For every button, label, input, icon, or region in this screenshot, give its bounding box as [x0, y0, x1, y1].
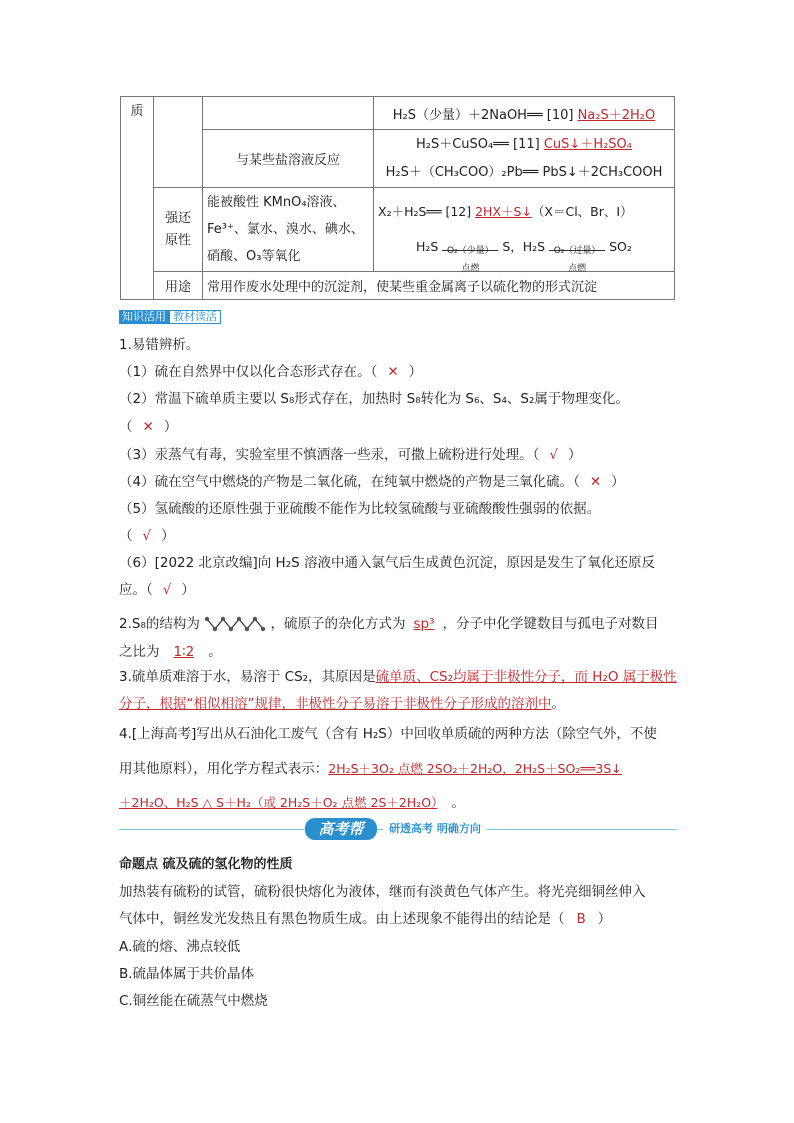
answer-11: CuS↓＋H₂SO₄	[543, 136, 633, 152]
banner-title: 高考帮	[305, 818, 377, 840]
property-table	[120, 96, 675, 300]
tag-knowledge: 知识活用	[119, 310, 169, 324]
oxidation-equations: X₂＋H₂S══ [12] 2HX＋S↓（X＝Cl、Br、I） H₂S O₂（少量） 点燃 S，H₂S O₂（过量） 点燃 SO₂	[374, 188, 675, 272]
q3: 3.硫单质难溶于水，易溶于 CS₂，其原因是硫单质、CS₂均属于非极性分子，而 H₂O 属于极性分子，根据“相似相溶”规律，非极性分子易溶于非极性分子形成的溶剂中。	[119, 669, 677, 712]
q1-item-2b: （ ✕ ）	[119, 419, 178, 435]
q1-item-6b: 应。（ √ ）	[119, 582, 195, 598]
q4-line1: 4.[上海高考]写出从石油化工废气（含有 H₂S）中回收单质硫的两种方法（除空气外，不使	[119, 726, 657, 742]
oxidizer-list: 能被酸性 KMnO₄溶液、Fe³⁺、氯水、溴水、碘水、硝酸、O₃等氧化	[203, 188, 374, 272]
q1-title: 1.易错辨析。	[119, 337, 200, 353]
option-a: A.硫的熔、沸点较低	[119, 939, 241, 955]
q4-answer-2: ＋2H₂O、H₂S △ S＋H₂（或 2H₂S＋O₂ 点燃 2S＋2H₂O）	[119, 795, 438, 810]
q4-answer-1: 2H₂S＋3O₂ 点燃 2SO₂＋2H₂O，2H₂S＋SO₂══3S↓	[328, 761, 622, 776]
q1-item-2: （2）常温下硫单质主要以 S₈形式存在，加热时 S₈转化为 S₆、S₄、S₂属于物理变化。	[119, 391, 629, 407]
question-answer: B	[576, 911, 586, 927]
salt-equations: H₂S＋CuSO₄══ [11] CuS↓＋H₂SO₄ H₂S＋（CH₃COO）₂Pb══ PbS↓＋2CH₃COOH	[374, 130, 675, 188]
q4-line2: 用其他原料），用化学方程式表示：2H₂S＋3O₂ 点燃 2SO₂＋2H₂O，2H₂S＋SO₂══3S↓	[119, 761, 622, 777]
row-label-zhi: 质	[121, 97, 154, 300]
salt-reaction-label: 与某些盐溶液反应	[203, 130, 374, 188]
q2-line1: 2.S₈的结构为 ，硫原子的杂化方式为 sp³ ，分子中化学键数目与孤电子对数目	[119, 616, 659, 632]
q2-answer-ratio: 1∶2	[173, 644, 195, 660]
q1-item-1: （1）硫在自然界中仅以化合态形式存在。（ ✕ ）	[119, 364, 423, 380]
q1-item-4: （4）硫在空气中燃烧的产物是二氧化硫，在纯氧中燃烧的产物是三氧化硫。（ ✕ ）	[119, 474, 625, 490]
q2-line2: 之比为 1∶2 。	[119, 644, 222, 660]
answer-12: 2HX＋S↓	[475, 203, 532, 219]
strong-reducing-label: 强还原性	[154, 188, 203, 272]
use-label: 用途	[154, 272, 203, 300]
q1-item-5b: （ √ ）	[119, 528, 175, 544]
q2-answer-hybrid: sp³	[413, 616, 435, 632]
q1-item-3: （3）汞蒸气有毒，实验室里不慎洒落一些汞，可撒上硫粉进行处理。（ √ ）	[119, 447, 582, 463]
q1-item-5: （5）氢硫酸的还原性强于亚硫酸不能作为比较氢硫酸与亚硫酸酸性强弱的依据。	[119, 501, 601, 517]
gaokao-banner	[119, 818, 677, 842]
option-c: C.铜丝能在硫蒸气中燃烧	[119, 993, 268, 1009]
option-b: B.硫晶体属于共价晶体	[119, 966, 255, 982]
section-tags	[119, 308, 221, 324]
s8-structure-icon	[204, 616, 266, 632]
q4-line3: ＋2H₂O、H₂S △ S＋H₂（或 2H₂S＋O₂ 点燃 2S＋2H₂O） 。	[119, 795, 465, 811]
q1-item-6: （6）[2022 北京改编]向 H₂S 溶液中通入氯气后生成黄色沉淀，原因是发生了氧化还原反	[119, 555, 655, 571]
naoh-equation: H₂S（少量）＋2NaOH══ [10] Na₂S＋2H₂O	[374, 97, 675, 130]
question-stem-2: 气体中，铜丝发光发热且有黑色物质生成。由上述现象不能得出的结论是（ B ）	[119, 911, 612, 927]
answer-10: Na₂S＋2H₂O	[577, 107, 656, 123]
use-text: 常用作废水处理中的沉淀剂，使某些重金属离子以硫化物的形式沉淀	[203, 272, 675, 300]
banner-subtitle: 研透高考 明确方向	[383, 821, 487, 837]
topic-heading: 命题点 硫及硫的氢化物的性质	[119, 857, 293, 872]
tag-textbook: 教材读活	[169, 310, 221, 324]
lead-acetate-equation: H₂S＋（CH₃COO）₂Pb══ PbS↓＋2CH₃COOH	[385, 164, 663, 180]
question-stem-1: 加热装有硫粉的试管，硫粉很快熔化为液体，继而有淡黄色气体产生。将光亮细铜丝伸入	[119, 884, 646, 900]
q3-answer: 硫单质、CS₂均属于非极性分子，而 H₂O 属于极性分子，根据“相似相溶”规律，非极性分子易溶于非极性分子形成的溶剂中	[119, 669, 677, 712]
